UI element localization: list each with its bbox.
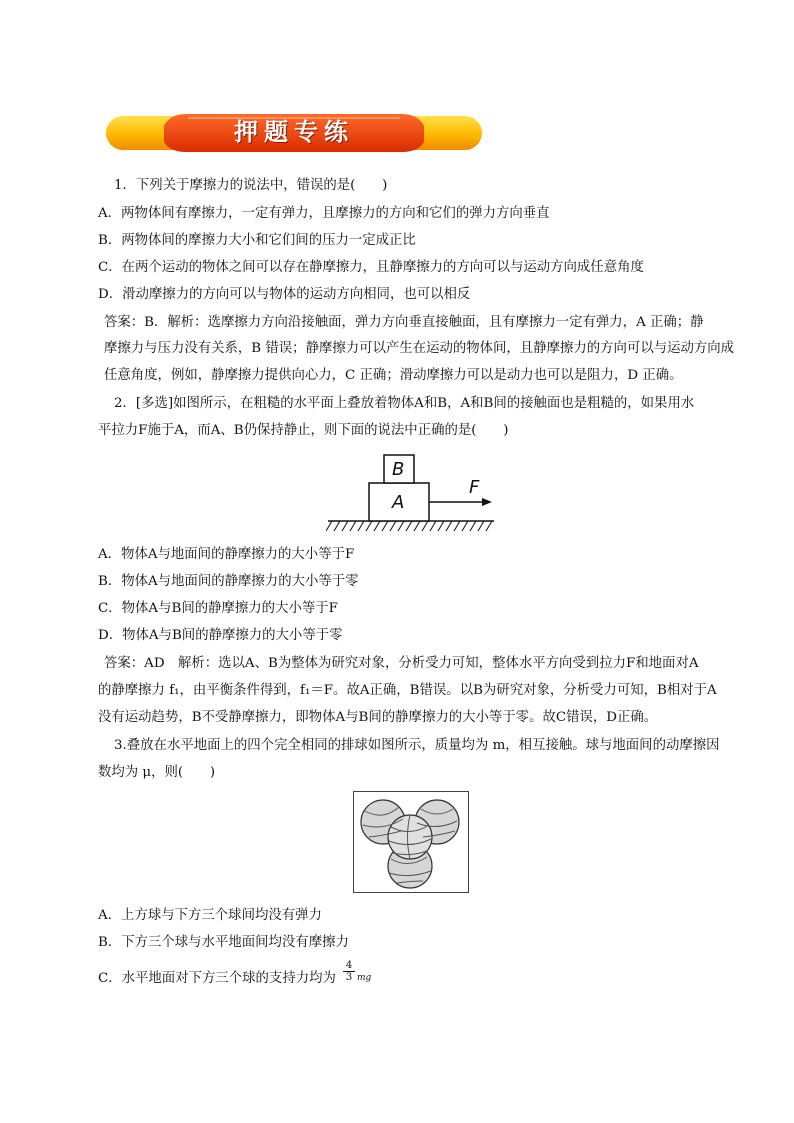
q3-option-a: A．上方球与下方三个球间均没有弹力 bbox=[98, 908, 322, 923]
volleyball-figure bbox=[353, 791, 469, 893]
q3-stem-line-2: 数均为 μ，则( ) bbox=[98, 765, 216, 780]
fraction-numerator: 4 bbox=[343, 960, 355, 972]
q2-option-c: C．物体A与B间的静摩擦力的大小等于F bbox=[98, 601, 338, 616]
q2-option-a: A．物体A与地面间的静摩擦力的大小等于F bbox=[98, 547, 355, 562]
q2-stem-line-1: 2．[多选]如图所示，在粗糙的水平面上叠放着物体A和B，A和B间的接触面也是粗糙的，如果用水 bbox=[114, 396, 695, 411]
q1-option-d: D．滑动摩擦力的方向可以与物体的运动方向相同，也可以相反 bbox=[98, 287, 471, 302]
block-b-label: B bbox=[392, 459, 405, 480]
q2-answer-line-1: 答案：AD 解析：选以A、B为整体为研究对象，分析受力可知，整体水平方向受到拉力F和地面对A bbox=[104, 656, 699, 671]
fraction-four-thirds bbox=[343, 960, 355, 983]
fraction-unit: mg bbox=[357, 973, 372, 983]
q3-option-c: C．水平地面对下方三个球的支持力均为 bbox=[98, 971, 336, 986]
q2-stem-line-2: 平拉力F施于A，而A、B仍保持静止，则下面的说法中正确的是( ) bbox=[98, 423, 509, 438]
q2-option-d: D．物体A与B间的静摩擦力的大小等于零 bbox=[98, 628, 343, 643]
force-arrow bbox=[482, 498, 492, 506]
q1-option-c: C．在两个运动的物体之间可以存在静摩擦力，且静摩擦力的方向可以与运动方向成任意角度 bbox=[98, 260, 644, 275]
banner-title: 押题专练 bbox=[234, 118, 354, 146]
q2-option-b: B．物体A与地面间的静摩擦力的大小等于零 bbox=[98, 574, 359, 589]
blocks-figure bbox=[326, 451, 496, 535]
q2-answer-line-3: 没有运动趋势，B不受静摩擦力，即物体A与B间的静摩擦力的大小等于零。故C错误，D正确。 bbox=[98, 710, 658, 725]
q1-answer-line-2: 摩擦力与压力没有关系，B 错误；静摩擦力可以产生在运动的物体间，且静摩擦力的方向可以与运动方向成 bbox=[104, 341, 735, 356]
q1-stem: 1．下列关于摩擦力的说法中，错误的是( ) bbox=[114, 178, 388, 193]
q1-answer-line-1: 答案：B．解析：选摩擦力方向沿接触面，弹力方向垂直接触面，且有摩擦力一定有弹力，A 正确；静 bbox=[104, 315, 704, 330]
fraction-denominator: 3 bbox=[345, 972, 353, 983]
q1-option-b: B．两物体间的摩擦力大小和它们间的压力一定成正比 bbox=[98, 233, 416, 248]
q2-answer-line-2: 的静摩擦力 f₁，由平衡条件得到，f₁＝F。故A正确，B错误。以B为研究对象，分析受力可知，B相对于A bbox=[98, 683, 717, 698]
section-banner bbox=[106, 112, 482, 152]
block-a-label: A bbox=[392, 492, 405, 513]
q3-option-b: B．下方三个球与水平地面间均没有摩擦力 bbox=[98, 935, 349, 950]
q3-stem-line-1: 3.叠放在水平地面上的四个完全相同的排球如图所示，质量均为 m，相互接触。球与地面间的动摩擦因 bbox=[114, 738, 720, 753]
force-label: F bbox=[469, 477, 480, 498]
q1-answer-line-3: 任意角度，例如，静摩擦力提供向心力，C 正确；滑动摩擦力可以是动力也可以是阻力，D 正确。 bbox=[104, 368, 683, 383]
q1-option-a: A．两物体间有摩擦力，一定有弹力，且摩擦力的方向和它们的弹力方向垂直 bbox=[98, 206, 550, 221]
